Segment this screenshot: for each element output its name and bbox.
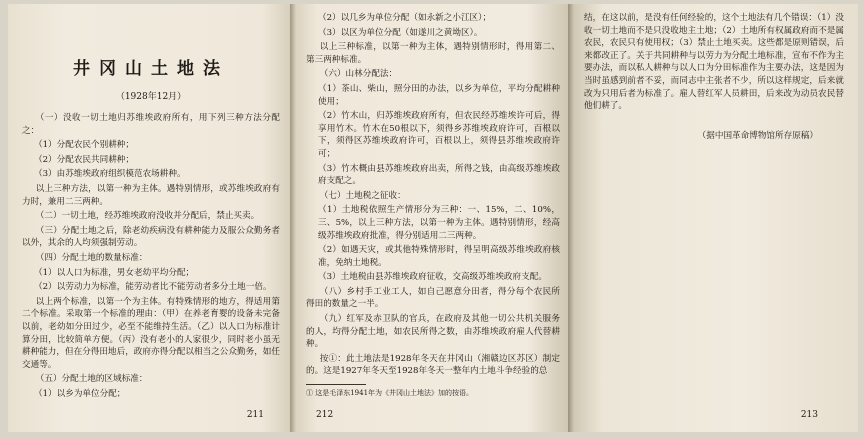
- paragraph: （五）分配土地的区域标准：: [35, 374, 148, 385]
- paragraph: （七）土地税之征收：: [319, 190, 406, 201]
- page-212: [290, 4, 568, 432]
- paragraph: （1）土地税依照生产情形分为三种：一、15%，二、10%，三、5%，以上三种方法，以第一种为主体。遇特别情形，经高级苏维埃政府批准，得分别适用二三两种。: [318, 205, 560, 241]
- paragraph: （2）如遇天灾，或其他特殊情形时，得呈明高级苏维埃政府核准，免纳土地税。: [318, 245, 560, 268]
- paragraph: （1）以人口为标准，男女老幼平均分配；: [34, 267, 195, 278]
- paragraph: 以上三种方法，以第一种为主体。遇特别情形，或苏维埃政府有力时，兼用二三两种。: [22, 183, 280, 207]
- paragraph: （2）以劳动力为标准，能劳动者比不能劳动者多分土地一倍。: [34, 282, 272, 293]
- paragraph: （3）竹木概由县苏维埃政府出卖，所得之钱，由高级苏维埃政府支配之。: [318, 163, 560, 187]
- page-number: 211: [246, 410, 264, 420]
- page-211: [8, 4, 290, 432]
- gutter-shadow: [290, 4, 296, 432]
- footnote: ① 这是毛泽东1941年为《井冈山土地法》加的按语。: [306, 389, 474, 398]
- paragraph: （1）分配农民个别耕种；: [34, 140, 134, 151]
- gutter-shadow: [568, 4, 574, 432]
- paragraph: （1）以乡为单位分配；: [34, 388, 126, 399]
- paragraph: （四）分配土地的数量标准：: [35, 252, 148, 263]
- paragraph: （3）土地税由县苏维埃政府征收，交高级苏维埃政府支配。: [318, 272, 547, 283]
- paragraph: （2）竹木山，归苏维埃政府所有，但农民经苏维埃许可后，得享用竹木。竹木在50根以下，须得乡苏维埃政府许可，百根以下，须得区苏维埃政府许可，百根以上，须得县苏维埃政府许可；: [318, 111, 560, 159]
- page-213: [568, 4, 858, 432]
- paragraph: （3）以区为单位分配（如遂川之黄坳区）。: [318, 27, 483, 38]
- editor-note: 按①：此土地法是1928年冬天在井冈山（湘赣边区苏区）制定的。这是1927年冬天至1928年冬天一整年内土地斗争经验的总: [306, 353, 560, 377]
- paragraph: （二）一切土地，经苏维埃政府没收并分配后，禁止买卖。: [35, 211, 260, 222]
- paragraph: 以上两个标准，以第一个为主体。有特殊情形的地方，得适用第二个标准。采取第一个标准的理由：（甲）在养老育婴的设备未完备以前，老幼如分田过少，必至不能维持生活。（乙）以人口为标准计算分田，比较简单方便。（丙）没有老小的人家很少，同时老小虽无耕种能力，但在分得田地后，政府亦得分配以相当之公众勤务，如任交通等。: [22, 296, 280, 370]
- book-spread: [8, 4, 858, 434]
- paragraph: 结，在这以前，是没有任何经验的，这个土地法有几个错误：（1）没收一切土地而不是只没收地主土地；（2）土地所有权属政府而不是属农民，农民只有使用权；（3）禁止土地买卖。这些都是原则错误，后来都改正了。关于共同耕种与以劳力为分配土地标准，宣布不作为主要办法，而以私人耕种与以人口为分田标准作为主要办法，这是因为当时虽感到前者不妥，而同志中主张者不少，所以这样规定，后来就改为只用后者为标准了。雇人替红军人员耕田，后来改为动员农民替他们耕了。: [584, 13, 844, 112]
- paragraph: （2）分配农民共同耕种；: [34, 154, 134, 165]
- paragraph: （一）没收一切土地归苏维埃政府所有，用下列三种方法分配之：: [22, 113, 280, 136]
- paragraph: （3）由苏维埃政府组织模范农场耕种。: [34, 169, 186, 180]
- page-number: 212: [316, 410, 334, 420]
- paragraph: （九）红军及赤卫队的官兵，在政府及其他一切公共机关服务的人，均得分配土地，如农民所得之数，由苏维埃政府雇人代替耕种。: [306, 314, 560, 350]
- paragraph: 以上三种标准，以第一种为主体，遇特别情形时，得用第二、第三两种标准。: [306, 42, 560, 65]
- paragraph: （三）分配土地之后，除老幼疾病没有耕种能力及服公众勤务者以外，其余的人均须强制劳动。: [22, 225, 280, 249]
- paragraph: （2）以几乡为单位分配（如永新之小江区）；: [318, 13, 492, 23]
- paragraph: （六）山林分配法：: [319, 69, 398, 80]
- paragraph: （1）茶山、柴山，照分田的办法，以乡为单位，平均分配耕种使用；: [318, 83, 560, 107]
- source-note: （据中国革命博物馆所存原稿）: [697, 130, 818, 141]
- page-number: 213: [800, 410, 818, 420]
- document-title: 井冈山土地法: [73, 59, 229, 79]
- paragraph: （八）乡村手工业工人，如自己愿意分田者，得分每个农民所得田的数量之一半。: [306, 286, 560, 310]
- document-date: （1928年12月）: [115, 92, 187, 102]
- footnote-divider: [306, 384, 366, 385]
